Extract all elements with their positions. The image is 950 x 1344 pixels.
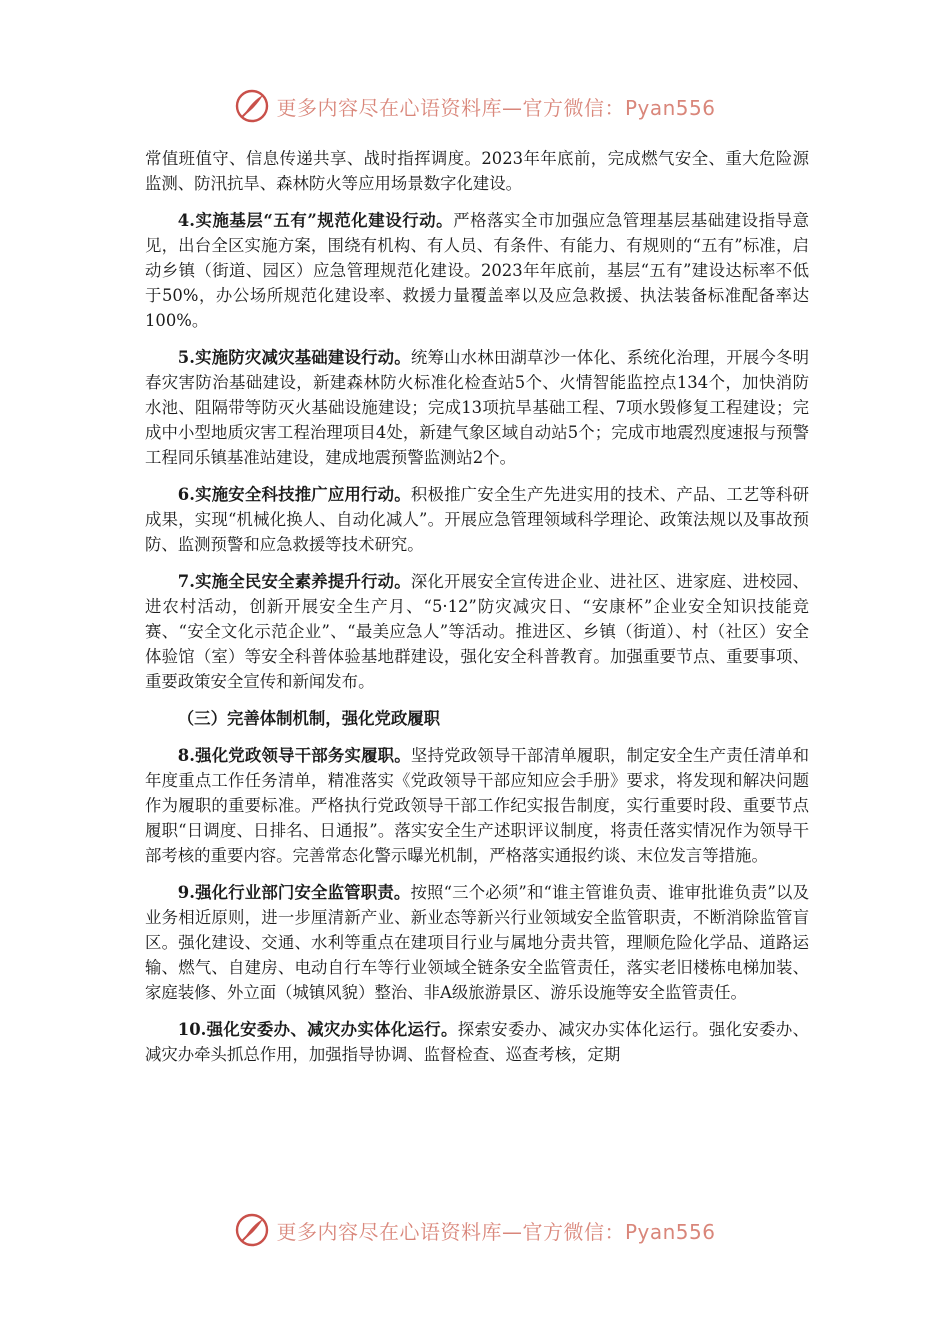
item-10-title: 10.强化安委办、减灾办实体化运行。 [177,1020,458,1039]
item-10-body: 探索安委办、减灾办实体化运行。强化安委办、减灾办牵头抓总作用，加强指导协调、监督检查、巡查考核，定期 [145,1020,810,1064]
paragraph-item-4 [145,208,809,333]
item-7-body: 深化开展安全宣传进企业、进社区、进家庭、进校园、进农村活动，创新开展安全生产月、“5·12”防灾减灾日、“安康杯”企业安全知识技能竞赛、“安全文化示范企业”、“最美应急人”等活动。推进区、乡镇（街道）、村（社区）安全体验馆（室）等安全科普体验基地群建设，强化安全科普教育。加强重要节点、重要事项、重要政策安全宣传和新闻发布。 [145,572,809,691]
paragraph-continuation: 常值班值守、信息传递共享、战时指挥调度。2023年年底前，完成燃气安全、重大危险源监测、防汛抗旱、森林防火等应用场景数字化建设。 [145,149,809,193]
watermark-text: 更多内容尽在心语资料库—官方微信：Pyan556 [276,1219,716,1244]
item-9-body: 按照“三个必须”和“谁主管谁负责、谁审批谁负责”以及业务相近原则，进一步厘清新产业、新业态等新兴行业领域安全监管职责，不断消除监管盲区。强化建设、交通、水利等重点在建项目行业与属地分责共管，理顺危险化学品、道路运输、燃气、自建房、电动自行车等行业领域全链条安全监管责任，落实老旧楼栋电梯加装、家庭装修、外立面（城镇风貌）整治、非A级旅游景区、游乐设施等安全监管责任。 [145,883,809,1002]
paragraph-item-5 [145,345,809,470]
item-7-title: 7.实施全民安全素养提升行动。 [177,572,411,591]
item-4-body: 严格落实全市加强应急管理基层基础建设指导意见，出台全区实施方案，围绕有机构、有人员、有条件、有能力、有规则的“五有”标准，启动乡镇（街道、园区）应急管理规范化建设。2023年年底前，基层“五有”建设达标率不低于50%，办公场所规范化建设率、救援力量覆盖率以及应急救援、执法装备标准配备率达100%。 [145,211,809,330]
paragraph-item-6 [145,482,809,557]
section-heading-3: （三）完善体制机制，强化党政履职 [177,709,441,728]
quill-logo-icon [234,88,270,124]
paragraph-item-8 [145,743,809,868]
paragraph-item-9 [145,880,809,1005]
document-body [145,146,809,1079]
quill-logo-icon [234,1212,270,1248]
item-8-title: 8.强化党政领导干部务实履职。 [177,746,411,765]
item-4-title: 4.实施基层“五有”规范化建设行动。 [177,211,454,230]
paragraph-item-7 [145,569,809,694]
item-9-title: 9.强化行业部门安全监管职责。 [177,883,411,902]
item-6-title: 6.实施安全科技推广应用行动。 [177,485,411,504]
item-5-body: 统筹山水林田湖草沙一体化、系统化治理，开展今冬明春灾害防治基础建设，新建森林防火标准化检查站5个、火情智能监控点134个，加快消防水池、阻隔带等防灭火基础设施建设；完成13项抗旱基础工程、7项水毁修复工程建设；完成中小型地质灾害工程治理项目4处，新建气象区域自动站5个；完成市地震烈度速报与预警工程同乐镇基准站建设，建成地震预警监测站2个。 [145,348,809,467]
paragraph-item-10 [145,1017,809,1067]
item-5-title: 5.实施防灾减灾基础建设行动。 [177,348,411,367]
watermark-header [0,88,950,124]
watermark-footer [0,1212,950,1248]
item-8-body: 坚持党政领导干部清单履职，制定安全生产责任清单和年度重点工作任务清单，精准落实《党政领导干部应知应会手册》要求，将发现和解决问题作为履职的重要标准。严格执行党政领导干部工作纪实报告制度，实行重要时段、重要节点履职“日调度、日排名、日通报”。落实安全生产述职评议制度，将责任落实情况作为领导干部考核的重要内容。完善常态化警示曝光机制，严格落实通报约谈、末位发言等措施。 [145,746,809,865]
watermark-text: 更多内容尽在心语资料库—官方微信：Pyan556 [276,95,716,120]
item-6-body: 积极推广安全生产先进实用的技术、产品、工艺等科研成果，实现“机械化换人、自动化减人”。开展应急管理领域科学理论、政策法规以及事故预防、监测预警和应急救援等技术研究。 [145,485,809,554]
